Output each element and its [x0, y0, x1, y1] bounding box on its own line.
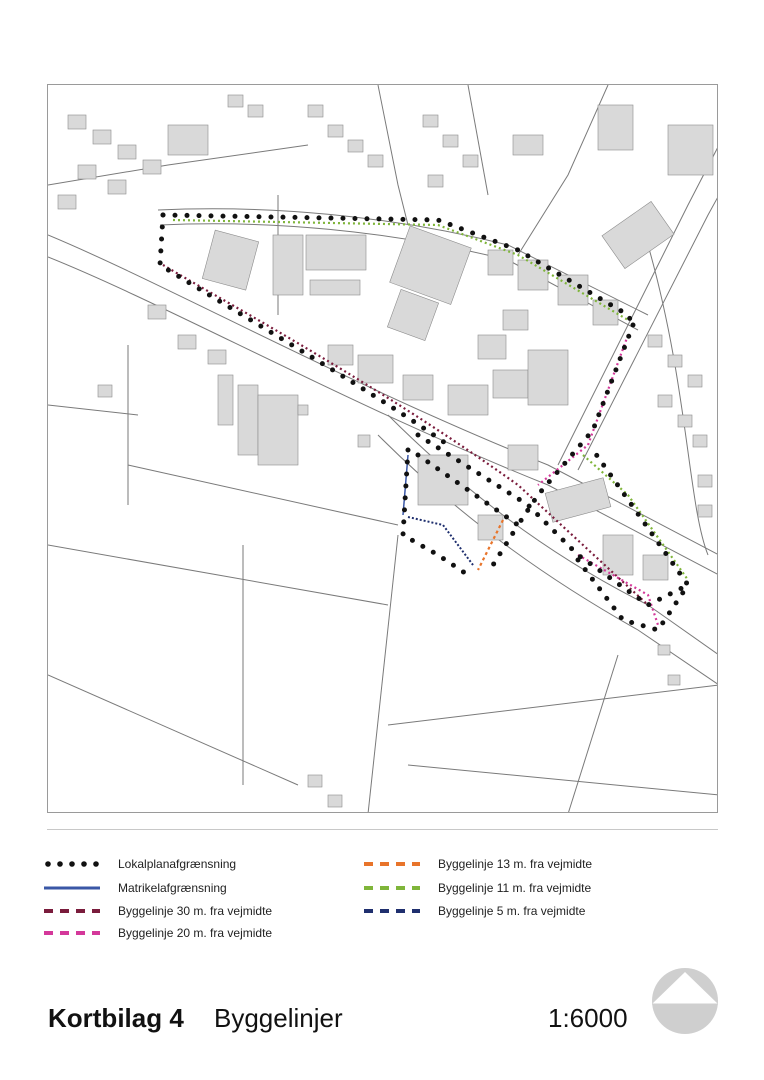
field-line-8	[568, 655, 618, 813]
building	[358, 355, 393, 383]
building	[78, 165, 96, 179]
building	[258, 395, 298, 465]
legend-item-byg5	[364, 903, 585, 919]
buildings	[58, 95, 713, 807]
legend-solid-symbol	[44, 883, 100, 893]
legend-label-byg30: Byggelinje 30 m. fra vejmidte	[118, 904, 273, 918]
building	[328, 125, 343, 137]
building	[178, 335, 196, 349]
building	[508, 445, 538, 470]
building	[643, 555, 668, 580]
building	[528, 350, 568, 405]
road-network	[48, 85, 718, 813]
legend-label-matrikel: Matrikelafgrænsning	[118, 881, 227, 895]
field-line-6	[388, 685, 718, 725]
field-line-2	[48, 545, 388, 605]
legend-dash-symbol	[364, 883, 420, 893]
building	[306, 235, 366, 270]
building	[218, 375, 233, 425]
building	[668, 355, 682, 367]
building	[598, 105, 633, 150]
building	[678, 415, 692, 427]
scale-label: 1:6000	[548, 1003, 628, 1033]
building	[310, 280, 360, 295]
building	[143, 160, 161, 174]
field-line-4	[48, 675, 298, 785]
legend-item-byg13	[364, 856, 592, 872]
building	[488, 250, 513, 275]
local-road-3	[468, 85, 488, 195]
field-line-10	[48, 405, 138, 415]
legend-item-byg30	[44, 903, 272, 919]
field-line-1	[128, 465, 398, 525]
building	[68, 115, 86, 129]
building	[428, 175, 443, 187]
building	[545, 478, 611, 523]
building	[368, 155, 383, 167]
legend-label-lokalplan: Lokalplanafgrænsning	[118, 857, 237, 871]
page-title-name: Byggelinjer	[214, 1003, 343, 1033]
building	[463, 155, 478, 167]
legend-dots-symbol	[44, 859, 100, 869]
building	[698, 475, 712, 487]
building	[348, 140, 363, 152]
building	[273, 235, 303, 295]
building	[308, 105, 323, 117]
building	[202, 230, 258, 290]
building	[98, 385, 112, 397]
building	[503, 310, 528, 330]
byggelinje-5-line	[408, 517, 473, 565]
local-road-4	[518, 85, 608, 255]
building	[658, 395, 672, 407]
building	[693, 435, 707, 447]
building	[93, 130, 111, 144]
legend-label-byg20: Byggelinje 20 m. fra vejmidte	[118, 926, 273, 940]
building	[118, 145, 136, 159]
legend-dash-symbol	[364, 906, 420, 916]
building	[328, 345, 353, 365]
building	[208, 350, 226, 364]
building	[513, 135, 543, 155]
legend-dash-symbol	[364, 859, 420, 869]
building	[403, 375, 433, 400]
building	[423, 115, 438, 127]
building	[493, 370, 528, 398]
building	[148, 305, 166, 319]
building	[668, 675, 680, 685]
legend-dash-symbol	[44, 928, 100, 938]
building	[358, 435, 370, 447]
legend-item-matrikel	[44, 880, 227, 896]
building	[108, 180, 126, 194]
divider	[47, 829, 718, 830]
building	[238, 385, 258, 455]
building	[668, 125, 713, 175]
field-line-5	[368, 535, 398, 813]
legend-label-byg13: Byggelinje 13 m. fra vejmidte	[438, 857, 593, 871]
building	[558, 275, 588, 305]
building	[443, 135, 458, 147]
main-road-lower-north	[388, 415, 718, 655]
legend-item-byg20	[44, 925, 272, 941]
building	[448, 385, 488, 415]
building	[518, 260, 548, 290]
legend-item-lokalplan	[44, 856, 236, 872]
building	[602, 201, 674, 268]
building	[593, 300, 618, 325]
building	[688, 375, 702, 387]
building	[698, 505, 712, 517]
building	[658, 645, 670, 655]
building	[478, 335, 506, 359]
building	[308, 775, 322, 787]
building	[648, 335, 662, 347]
building	[298, 405, 308, 415]
map-canvas	[48, 85, 718, 813]
building	[168, 125, 208, 155]
field-line-7	[408, 765, 718, 795]
legend-label-byg11: Byggelinje 11 m. fra vejmidte	[438, 881, 592, 895]
building	[248, 105, 263, 117]
north-arrow-icon	[650, 966, 720, 1041]
building	[58, 195, 76, 209]
legend-label-byg5: Byggelinje 5 m. fra vejmidte	[438, 904, 586, 918]
building	[328, 795, 342, 807]
legend-item-byg11	[364, 880, 591, 896]
legend-dash-symbol	[44, 906, 100, 916]
map-frame[interactable]	[47, 84, 718, 813]
page-title-prefix: Kortbilag 4	[48, 1003, 184, 1033]
building	[228, 95, 243, 107]
